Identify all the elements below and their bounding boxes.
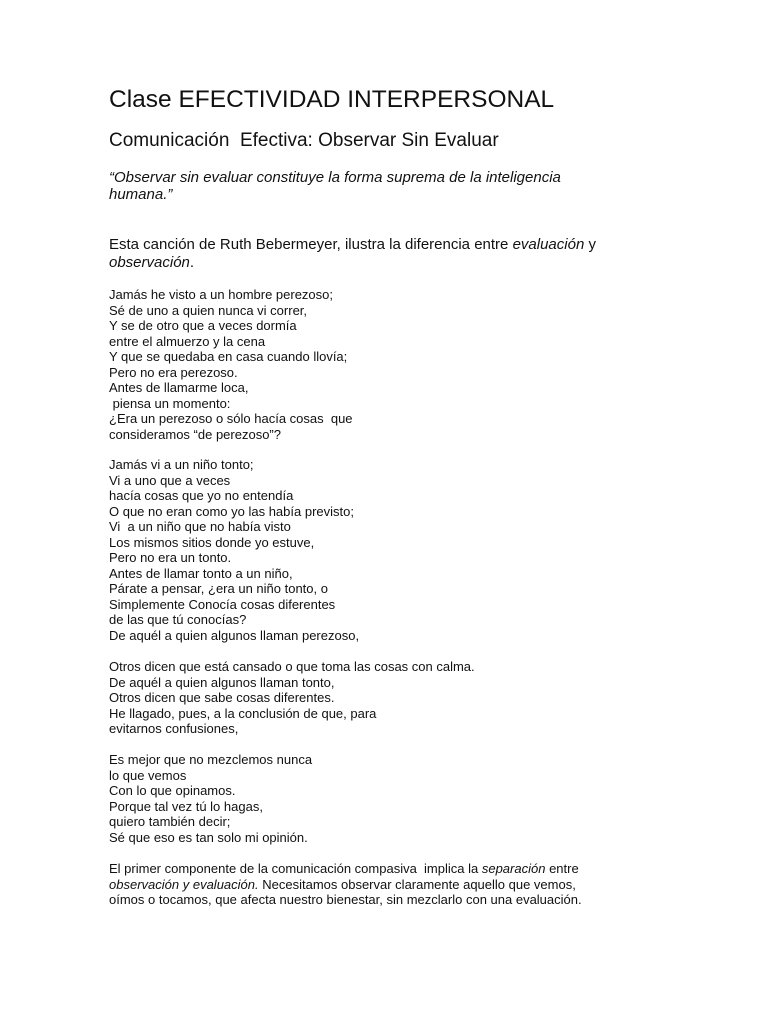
poem-line: Con lo que opinamos.: [109, 783, 236, 798]
poem-line: evitarnos confusiones,: [109, 721, 239, 736]
intro-text: y: [584, 236, 596, 253]
poem-line: Pero no era perezoso.: [109, 364, 238, 380]
closing-line-2: [109, 877, 649, 893]
poem-line: Y que se quedaba en casa cuando llovía;: [109, 349, 348, 364]
poem-line: O que no eran como yo las había previsto;: [109, 503, 354, 519]
poem-line: hacía cosas que yo no entendía: [109, 488, 294, 503]
poem-stanza-1: [109, 287, 669, 442]
poem-stanza-2: [109, 457, 669, 643]
closing-line-1: [109, 861, 649, 877]
poem-line: He llagado, pues, a la conclusión de que, para: [109, 705, 377, 721]
document-subtitle: Comunicación Efectiva: Observar Sin Evaluar: [109, 130, 499, 151]
poem-line: Otros dicen que está cansado o que toma las cosas con calma.: [109, 659, 475, 674]
poem-line: piensa un momento:: [109, 395, 231, 411]
poem-line: Los mismos sitios donde yo estuve,: [109, 534, 315, 550]
closing-text: y: [179, 876, 193, 892]
closing-term-separacion: separación: [481, 861, 546, 876]
poem-line: Jamás vi a un niño tonto;: [109, 457, 254, 472]
closing-term-evaluacion: evaluación.: [192, 876, 259, 892]
poem-line: De aquél a quien algunos llaman perezoso,: [109, 627, 360, 643]
poem-line: ¿Era un perezoso o sólo hacía cosas que: [109, 411, 353, 426]
intro-term-evaluacion: evaluación: [512, 236, 585, 253]
poem-line: lo que vemos: [109, 767, 187, 783]
poem-line: Es mejor que no mezclemos nunca: [109, 752, 313, 767]
epigraph-quote: [109, 169, 629, 203]
poem-line: de las que tú conocías?: [109, 612, 247, 627]
intro-paragraph: [109, 236, 629, 272]
closing-term-observacion: observación: [109, 876, 180, 892]
poem-line: Vi a uno que a veces: [109, 472, 231, 488]
closing-text: entre: [545, 861, 579, 876]
poem-line: Sé de uno a quien nunca vi correr,: [109, 302, 308, 318]
closing-text: El primer componente de la comunicación compasiva implica la: [109, 861, 482, 876]
poem-line: Y se de otro que a veces dormía: [109, 318, 297, 333]
poem-line: Vi a un niño que no había visto: [109, 519, 291, 534]
poem-line: Párate a pensar, ¿era un niño tonto, o: [109, 581, 328, 596]
intro-text: Esta canción de Ruth Bebermeyer, ilustra la diferencia entre: [109, 236, 513, 253]
poem-line: consideramos “de perezoso”?: [109, 426, 281, 442]
poem-line: Antes de llamarme loca,: [109, 380, 249, 395]
poem-line: Antes de llamar tonto a un niño,: [109, 565, 293, 581]
closing-text: Necesitamos observar claramente aquello que vemos,: [258, 876, 576, 892]
poem-line: Porque tal vez tú lo hagas,: [109, 798, 263, 814]
poem-stanza-4: [109, 752, 669, 845]
poem-line: Simplemente Conocía cosas diferentes: [109, 596, 336, 612]
closing-paragraph: [109, 861, 649, 908]
poem-line: Otros dicen que sabe cosas diferentes.: [109, 690, 335, 705]
closing-line-3: oímos o tocamos, que afecta nuestro bienestar, sin mezclarlo con una evaluación.: [109, 892, 582, 907]
poem-line: quiero también decir;: [109, 814, 231, 829]
quote-line: “Observar sin evaluar constituye la forma suprema de la inteligencia: [109, 169, 561, 186]
intro-term-observacion: observación: [109, 254, 190, 271]
poem-line: entre el almuerzo y la cena: [109, 333, 266, 349]
poem-stanza-3: [109, 659, 669, 737]
poem-line: Sé que eso es tan solo mi opinión.: [109, 829, 308, 845]
poem-line: Jamás he visto a un hombre perezoso;: [109, 287, 334, 302]
document-title: Clase EFECTIVIDAD INTERPERSONAL: [109, 86, 555, 113]
quote-line: humana.”: [109, 186, 173, 203]
poem-line: Pero no era un tonto.: [109, 550, 232, 565]
poem-line: De aquél a quien algunos llaman tonto,: [109, 674, 335, 690]
intro-text: .: [189, 254, 195, 271]
